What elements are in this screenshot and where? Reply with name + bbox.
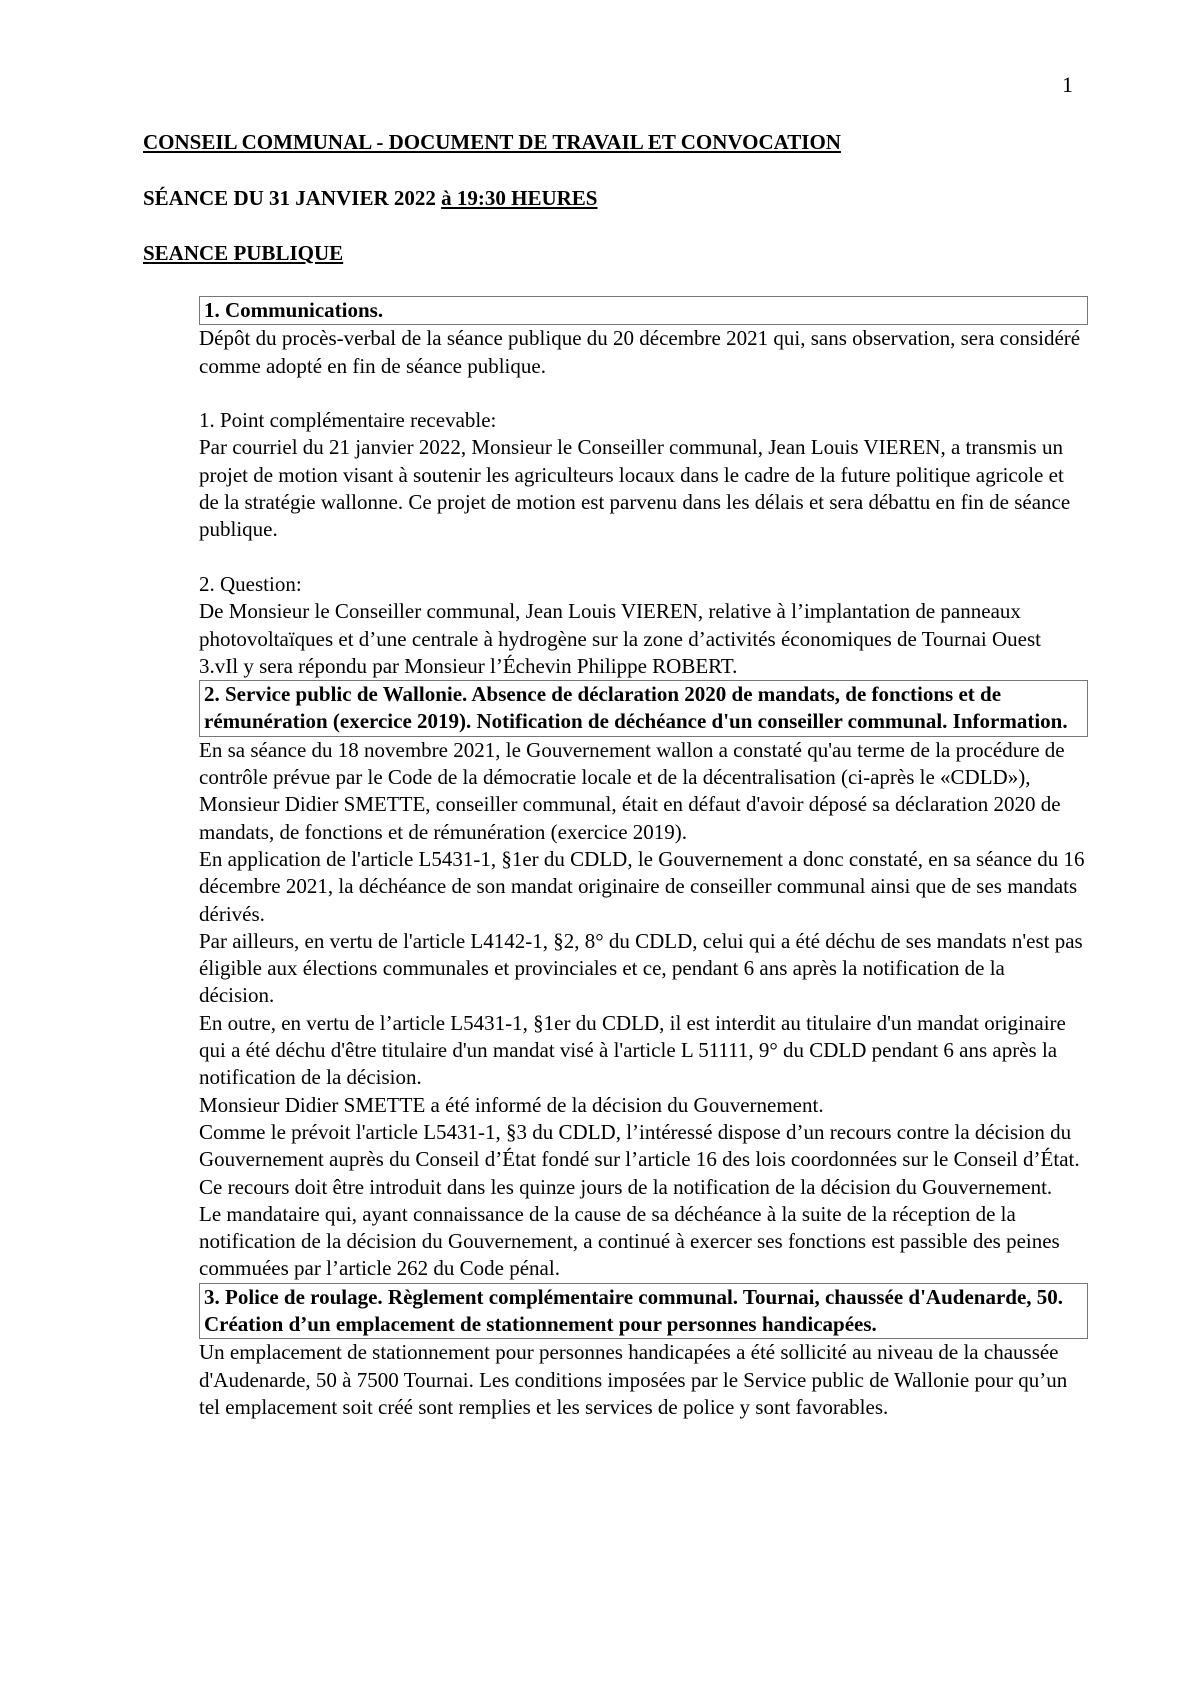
session-date: SÉANCE DU 31 JANVIER 2022 (143, 186, 442, 210)
item-paragraph: Le mandataire qui, ayant connaissance de la cause de sa déchéance à la suite de la réception de la notification de la décision du Gouvernement, a continué à exercer ses fonctions est passible des peines commuées par l’article 262 du Code pénal. (199, 1201, 1060, 1281)
agenda-item-title: 1. Communications. (199, 296, 1088, 325)
item-paragraph: 2. Question: (199, 571, 302, 596)
item-paragraph: 1. Point complémentaire recevable: (199, 408, 497, 433)
item-paragraph: De Monsieur le Conseiller communal, Jean Louis VIEREN, relative à l’implantation de panneaux photovoltaïques et d’une centrale à hydrogène sur la zone d’activités économiques de Tournai Ouest 3.vIl y sera répondu par Monsieur l’Échevin Philippe ROBERT. (199, 599, 1041, 678)
item-paragraph: Dépôt du procès-verbal de la séance publique du 20 décembre 2021 qui, sans observation, sera considéré comme adopté en fin de séance publique. (199, 326, 1081, 378)
blank-line (199, 544, 1085, 571)
agenda-item-title: 2. Service public de Wallonie. Absence de déclaration 2020 de mandats, de fonctions et de rémunération (exercice 2019). Notification de déchéance d'un conseiller communal. Information. (199, 680, 1088, 737)
item-paragraph: Par courriel du 21 janvier 2022, Monsieur le Conseiller communal, Jean Louis VIEREN, a transmis un projet de motion visant à soutenir les agriculteurs locaux dans le cadre de la future politique agricole et de la stratégie wallonne. Ce projet de motion est parvenu dans les délais et sera débattu en fin de séance publique. (199, 435, 1071, 542)
agenda-item-title: 3. Police de roulage. Règlement complémentaire communal. Tournai, chaussée d'Audenarde, 50. Création d’un emplacement de stationnement pour personnes handicapées. (199, 1283, 1088, 1340)
session-date-line (143, 185, 597, 211)
document-title: CONSEIL COMMUNAL - DOCUMENT DE TRAVAIL ET CONVOCATION (143, 130, 841, 154)
item-paragraph: En sa séance du 18 novembre 2021, le Gouvernement wallon a constaté qu'au terme de la procédure de contrôle prévue par le Code de la démocratie locale et de la décentralisation (ci-après le «CDLD»), Monsieur Didier SMETTE, conseiller communal, était en défaut d'avoir déposé sa déclaration 2020 de mandats, de fonctions et de rémunération (exercice 2019). (199, 737, 1065, 844)
agenda-content (199, 296, 1085, 1421)
public-session-heading: SEANCE PUBLIQUE (143, 241, 344, 265)
blank-line (199, 380, 1085, 407)
session-time: à 19:30 HEURES (441, 186, 598, 210)
item-paragraph: En outre, en vertu de l’article L5431-1, §1er du CDLD, il est interdit au titulaire d'un mandat originaire qui a été déchu d'être titulaire d'un mandat visé à l'article L 51111, 9° du CDLD pendant 6 ans après la notification de la décision. (199, 1010, 1066, 1090)
item-paragraph: Comme le prévoit l'article L5431-1, §3 du CDLD, l’intéressé dispose d’un recours contre la décision du Gouvernement auprès du Conseil d’État fondé sur l’article 16 des lois coordonnées sur le Conseil d’État. Ce recours doit être introduit dans les quinze jours de la notification de la décision du Gouvernement. (199, 1119, 1080, 1199)
item-paragraph: Par ailleurs, en vertu de l'article L4142-1, §2, 8° du CDLD, celui qui a été déchu de ses mandats n'est pas éligible aux élections communales et provinciales et ce, pendant 6 ans après la notification de la décision. (199, 928, 1083, 1008)
item-paragraph: Un emplacement de stationnement pour personnes handicapées a été sollicité au niveau de la chaussée d'Audenarde, 50 à 7500 Tournai. Les conditions imposées par le Service public de Wallonie pour qu’un tel emplacement soit créé sont remplies et les services de police y sont favorables. (199, 1340, 1068, 1419)
item-paragraph: En application de l'article L5431-1, §1er du CDLD, le Gouvernement a donc constaté, en sa séance du 16 décembre 2021, la déchéance de son mandat originaire de conseiller communal ainsi que de ses mandats dérivés. (199, 846, 1085, 926)
page-number: 1 (1062, 72, 1073, 97)
item-paragraph: Monsieur Didier SMETTE a été informé de la décision du Gouvernement. (199, 1092, 824, 1117)
